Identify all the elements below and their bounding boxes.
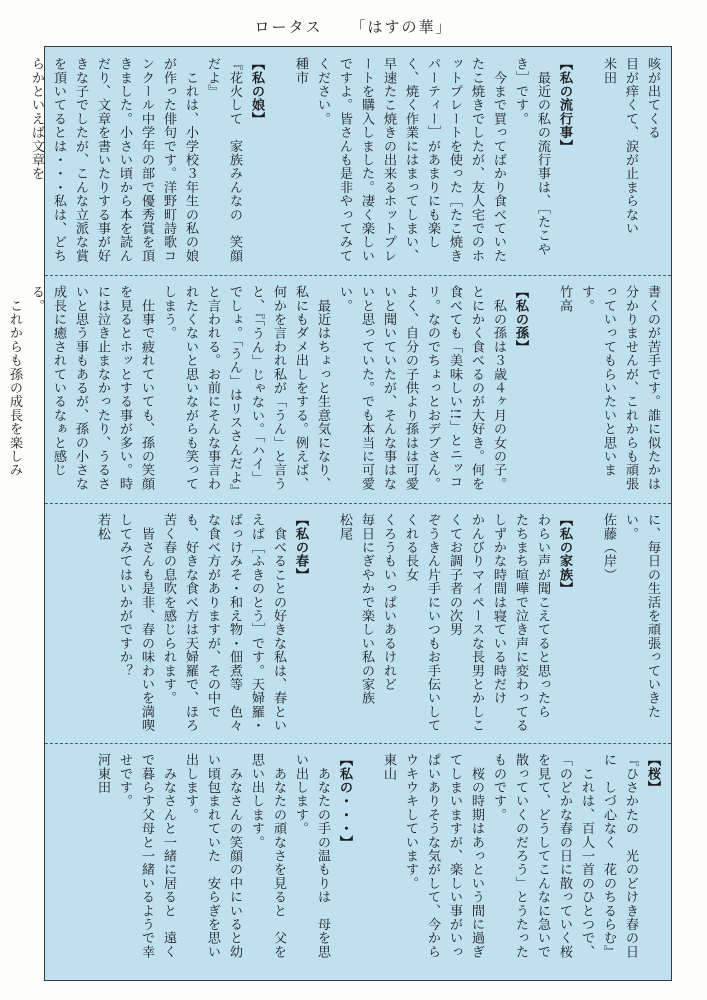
text-line: 『花火して 家族みんなの 笑顔だよ』 <box>205 57 242 263</box>
text-line: わらい声が聞こえてると思ったら <box>535 513 550 719</box>
text-line: 竹高 <box>557 285 572 313</box>
section-heading: 【私の孫】 <box>513 285 528 354</box>
text-line: 皆さんも是非、春の味わいを満喫してみてはいかがですか？ <box>117 513 154 733</box>
text-line: しずかな時間は寝ている時だけ <box>491 513 506 705</box>
text-line: これは、小学校３年生の私の娘が作った俳句です。洋野町詩歌コンクール中学年の部で優秀賞を頂きました。小さい頃から本を読んだり、文章を書いたりする事が好きな子でしたが、こんな立派な賞を頂いてるとは・・・私は、どちらかといえば文章を <box>29 57 198 263</box>
text-line: かんびりマイペースな長男とかしこくてお調子者の次男 <box>447 513 484 733</box>
text-line <box>575 513 597 733</box>
text-line: あなたの頑なさを見ると 父を思い出します。 <box>249 753 286 959</box>
text-line: に、毎日の生活を頑張っていきたい。 <box>623 513 660 719</box>
section-heading: 【私の春】 <box>293 513 308 582</box>
header-subtitle: 「はすの華」 <box>350 18 453 36</box>
text-line: 今まで買ってばかり食べていたたこ焼きでしたが、友人宅でのホットプレートを使った［たこ焼きパーティー］があまりにも楽しく、焼く作業にはまってしまい、早速たこ焼きの出来るホットプレートを購入しました。凄く楽しいですよ。皆さんも是非やってみてください。 <box>315 57 506 263</box>
text-line: くろうもいっぱいあるけれど <box>381 513 396 692</box>
essay-row-1 <box>29 47 671 275</box>
text-line: 書くのが苦手です。誰に似たかは分かりませんが、これからも頑張っていってもらいたいと思います。 <box>579 285 660 491</box>
section-heading: 【私の流行事】 <box>557 57 572 153</box>
section-heading: 【私の娘】 <box>249 57 264 126</box>
essay-row-2 <box>7 275 671 503</box>
text-line: 松尾 <box>337 513 352 541</box>
header-title: ロータス <box>254 18 323 36</box>
text-line <box>311 513 333 733</box>
text-line: 『ひさかたの 光のどけき春の日に しづ心なく 花のちるらむ』 <box>601 753 638 959</box>
page-header <box>0 16 707 40</box>
text-line: 米田 <box>601 57 616 85</box>
text-line: ぞうきん片手にいつもお手伝いしてくれる長女 <box>403 513 440 733</box>
text-line: 桜の時期はあっという間に過ぎてしまいますが、楽しい事がいっぱいありそうな気がして、今からウキウキしています。 <box>403 753 484 959</box>
text-line: 東山 <box>381 753 396 781</box>
text-line: 仕事で疲れていても、孫の笑顔を見るとホッとする事が多い。時には泣き止まなかったり、うるさいと思う事もあるが、孫の小さな成長に癒されているなぁと感じる。 <box>29 285 154 491</box>
text-line: 佐藤（岸） <box>601 513 616 582</box>
text-line: 食べることの好きな私は、春といえば［ふきのとう］です。天婦羅・ばっけみそ・和え物・佃煮等 色々な食べ方がありますが、その中でも、好きな食べ方は天婦羅で、ほろ苦く春の息吹を感じられます。 <box>161 513 286 733</box>
text-line: 目が痒くて、涙が止まらない <box>623 57 638 236</box>
section-heading: 【私の家族】 <box>557 513 572 596</box>
text-line: 若松 <box>95 513 110 541</box>
text-line: 毎日にぎやかで楽しい私の家族 <box>359 513 374 705</box>
section-heading: 【桜】 <box>645 753 660 795</box>
text-line: 最近の私の流行事は、［たこやき］です。 <box>513 57 550 256</box>
essay-row-3 <box>45 503 671 743</box>
section-heading: 【私の・・・】 <box>337 753 352 849</box>
text-line <box>575 57 597 265</box>
text-line <box>355 753 377 970</box>
text-line: 最近はちょっと生意気になり、私にもダメ出しをする。例えば、何かを言われ私が「うん」と言うと、『「うん」じゃない。「ハイ」でしょ。「うん」はリスさんだよ』と言われる。お前にそんな事言われたくないと思いながらも笑ってしまう。 <box>161 285 330 491</box>
newsletter-board <box>7 46 672 981</box>
text-line: 河東田 <box>95 753 110 795</box>
text-line: 種市 <box>293 57 308 85</box>
text-line: 私の孫は３歳４ヶ月の女の子。とにかく食べるのが大好き。何を食べても「美味しい!!」とニッコリ。なのでちょっとおデブさん。よく、自分の子供より孫はは可愛いと聞いていたが、そんな事はないと思っていた。でも本当に可愛い。 <box>337 285 506 491</box>
text-line: これは、百人一首のひとつで、「のどかな春の日に散っていく桜を見て、どうしてこんなに急いで散っていくのだろう」とうたったものです。 <box>491 753 594 959</box>
text-line <box>531 285 553 493</box>
text-line: 咳が出てくる <box>645 57 660 140</box>
text-line: みなさんと一緒に居ると 遠くで暮らす父母と一緒いるようで幸せです。 <box>117 753 176 959</box>
text-line: これからも孫の成長を楽しみ <box>7 285 22 477</box>
essay-row-4 <box>45 743 671 980</box>
text-line <box>267 57 289 265</box>
text-line: たちまち喧嘩で泣き声に変わってる <box>513 513 528 733</box>
text-line: みなさんの笑顔の中にいると幼い頃包まれていた 安らぎを思い出します。 <box>183 753 242 959</box>
text-line: あなたの手の温もりは 母を思い出します。 <box>293 753 330 959</box>
